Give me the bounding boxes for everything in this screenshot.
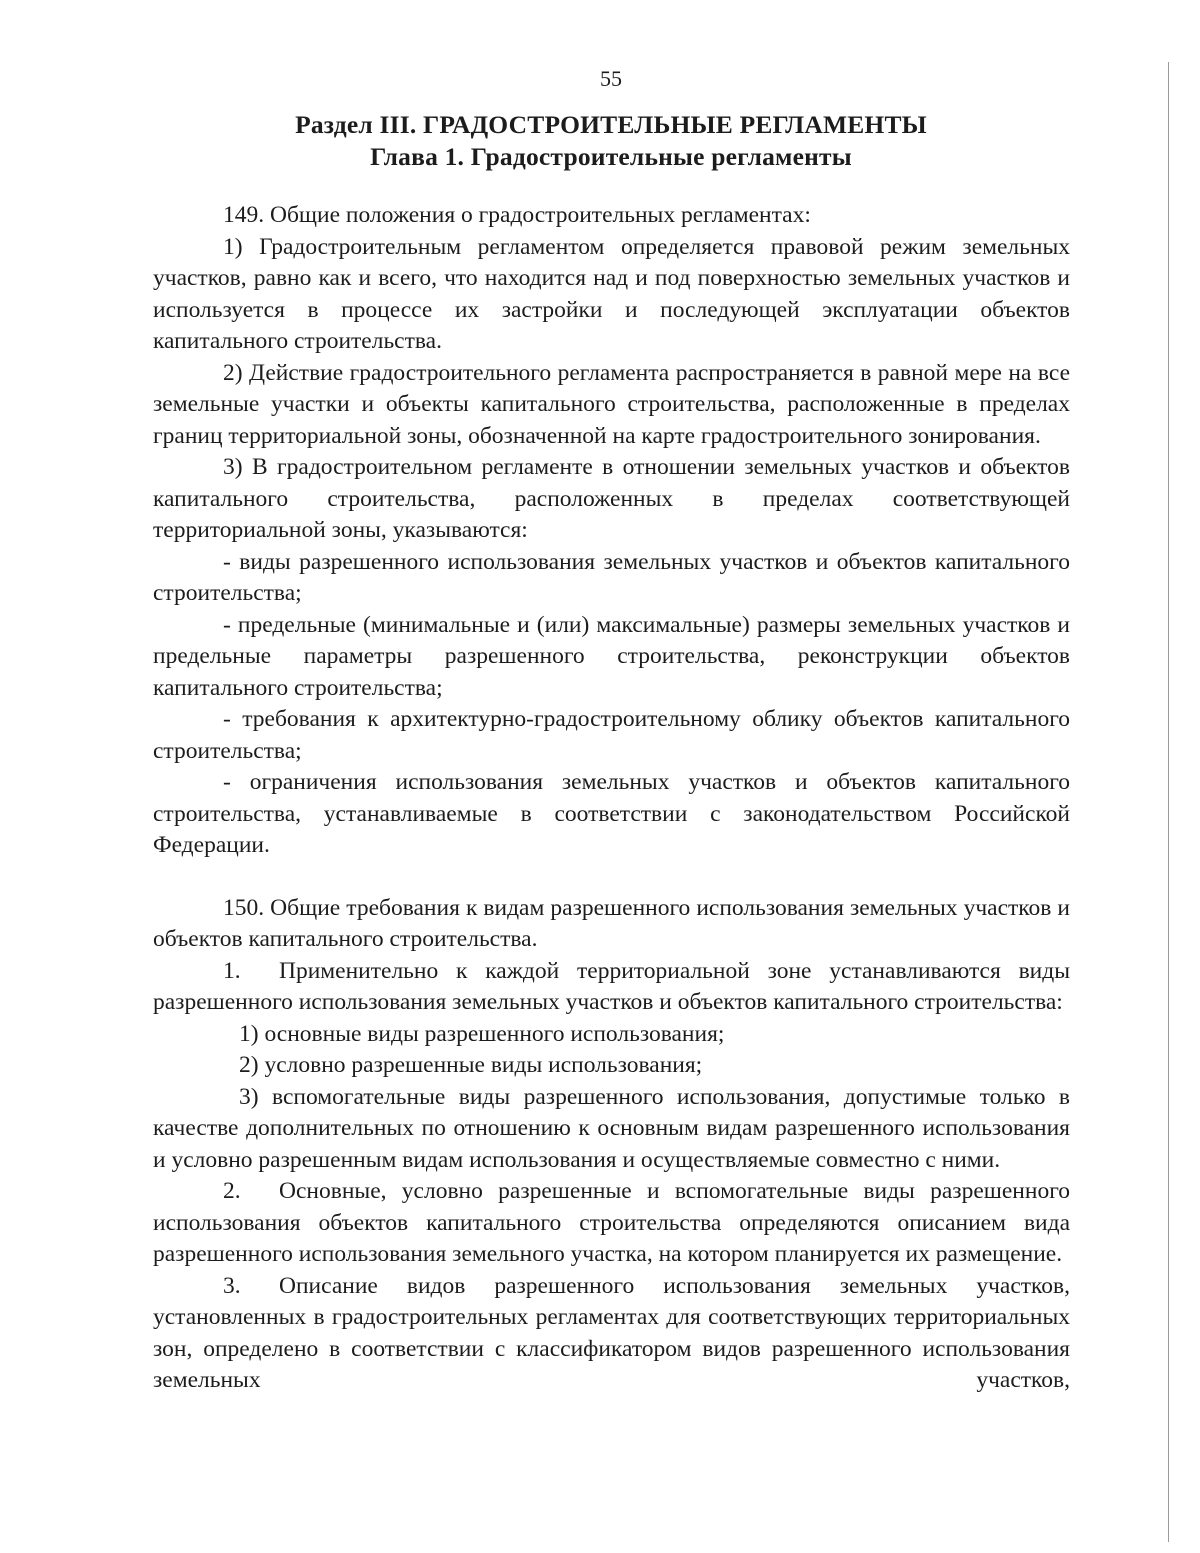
article-149-item-3: 3) В градостроительном регламенте в отношении земельных участков и объектов капитального строительства, расположенных в пределах соответствующей территориальной зоны, указываются: xyxy=(153,454,1070,543)
scan-edge-line xyxy=(1168,62,1169,1542)
point-number: 2. xyxy=(223,1178,241,1204)
article-149-dash-3: - требования к архитектурно-градостроительному облику объектов капитального строительства; xyxy=(153,706,1070,764)
paragraph-gap xyxy=(153,862,1070,893)
article-149-item-1: 1) Градостроительным регламентом определяется правовой режим земельных участков, равно как и всего, что находится над и под поверхностью земельных участков и используется в процессе их застройки и последующей эксплуатации объектов капитального строительства. xyxy=(153,233,1070,354)
article-150-subitem-2: 2) условно разрешенные виды использования; xyxy=(239,1052,703,1078)
article-150-subitem-3: 3) вспомогательные виды разрешенного использования, допустимые только в качестве дополнительных по отношению к основным видам разрешенного использования и условно разрешенным видам использования и осуществляемые совместно с ними. xyxy=(153,1083,1070,1173)
article-149-item-2: 2) Действие градостроительного регламента распространяется в равной мере на все земельные участки и объекты капитального строительства, расположенные в пределах границ территориальной зоны, обозначенной на карте градостроительного зонирования. xyxy=(153,359,1070,449)
point-text: Применительно к каждой территориальной зоне устанавливаются виды разрешенного использования земельных участков и объектов капитального строительства: xyxy=(153,957,1070,1015)
point-text: Описание видов разрешенного использования земельных участков, установленных в градостроительных регламентах для соответствующих территориальных зон, определено в соответствии с классификатором видов разрешенного использования земельных участков, xyxy=(153,1272,1070,1393)
document-body xyxy=(153,200,1070,1397)
article-150-subitem-1: 1) основные виды разрешенного использования; xyxy=(239,1020,725,1047)
article-150-point-2 xyxy=(153,1176,1070,1271)
article-150-point-3 xyxy=(153,1271,1070,1397)
article-150-point-1 xyxy=(153,956,1070,1019)
chapter-heading: Глава 1. Градостроительные регламенты xyxy=(370,142,852,171)
point-number: 3. xyxy=(223,1272,241,1299)
point-text: Основные, условно разрешенные и вспомогательные виды разрешенного использования объектов капитального строительства определяются описанием вида разрешенного использования земельного участка, на котором планируется их размещение. xyxy=(153,1178,1070,1267)
page-number: 55 xyxy=(600,66,622,91)
article-149-title: 149. Общие положения о градостроительных регламентах: xyxy=(223,202,811,228)
section-heading: Раздел III. ГРАДОСТРОИТЕЛЬНЫЕ РЕГЛАМЕНТЫ xyxy=(295,110,927,139)
article-150-title: 150. Общие требования к видам разрешенного использования земельных участков и объектов капитального строительства. xyxy=(153,894,1070,952)
point-number: 1. xyxy=(223,957,241,984)
article-149-dash-4: - ограничения использования земельных участков и объектов капитального строительства, устанавливаемые в соответствии с законодательством Российской Федерации. xyxy=(153,769,1070,858)
article-149-dash-2: - предельные (минимальные и (или) максимальные) размеры земельных участков и предельные параметры разрешенного строительства, реконструкции объектов капитального строительства; xyxy=(153,611,1070,701)
article-149-dash-1: - виды разрешенного использования земельных участков и объектов капитального строительства; xyxy=(153,548,1070,606)
